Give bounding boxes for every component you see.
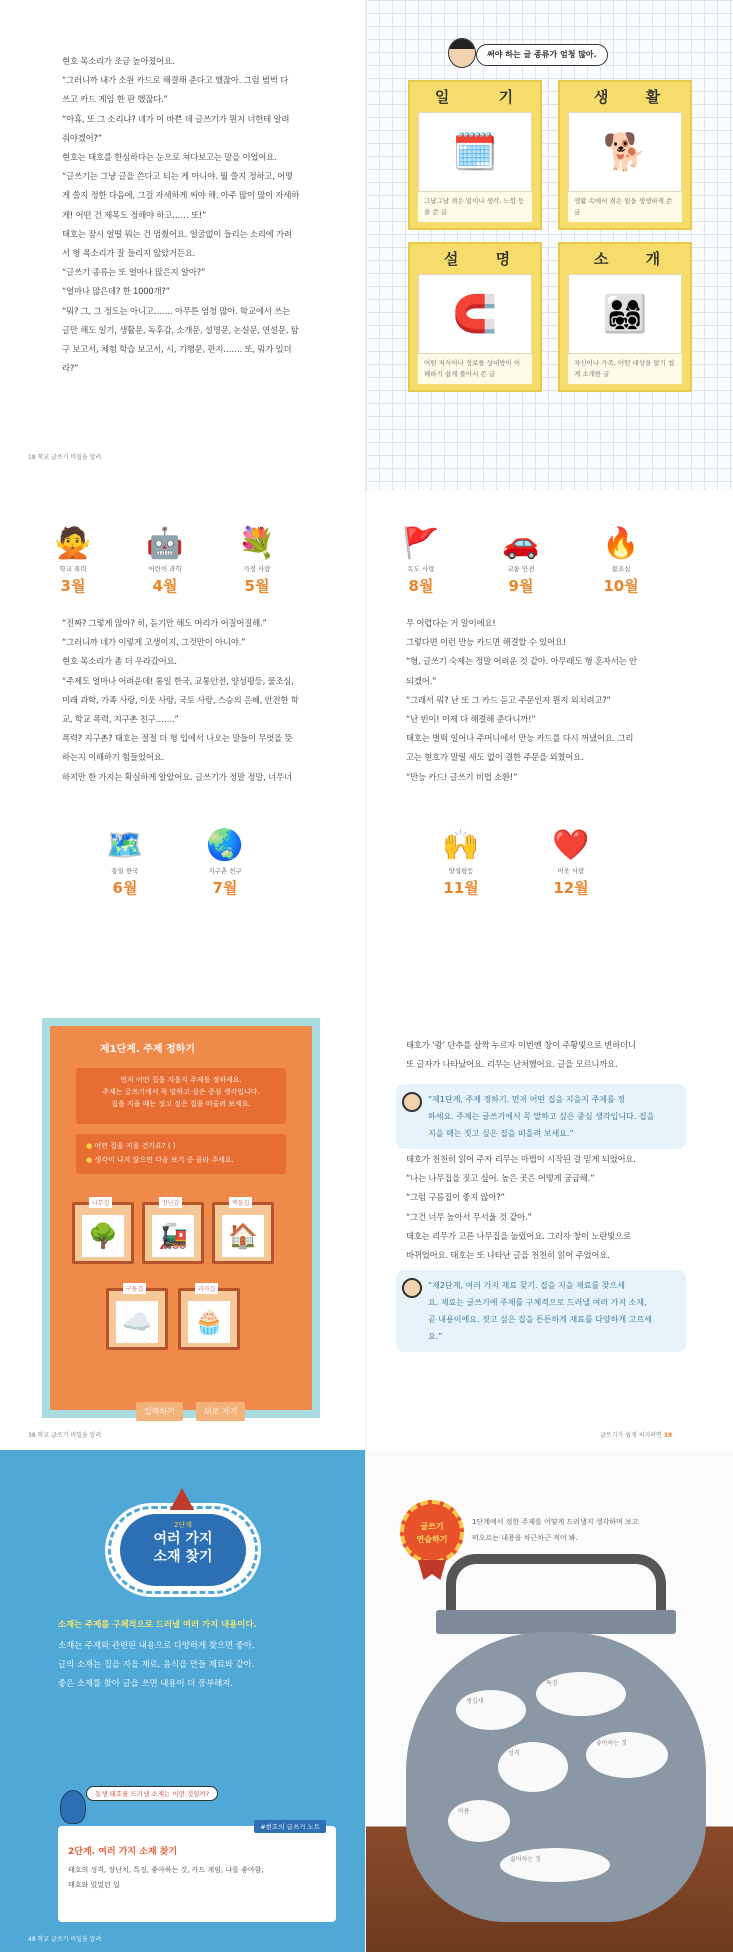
spread-3	[0, 980, 733, 1450]
house-icon: 🧁	[188, 1301, 230, 1343]
ribbon-badge	[400, 1500, 464, 1564]
instruction-line: 떠오르는 내용을 차근차근 적어 봐.	[472, 1534, 578, 1542]
story-line: “그러니까 네가 이렇게 고생이지, 그것만이 아니야.”	[62, 637, 246, 648]
folio-label: 글쓰기가 쉽게 써지려면	[600, 1432, 662, 1439]
instruction-line: 1단계에서 정한 주제를 어떻게 드러낼지 생각하며 보고	[472, 1518, 639, 1526]
story-text	[52, 614, 337, 787]
card-desc: 자신이나 가족, 어떤 대상을 알기 쉽게 소개한 글	[568, 354, 682, 384]
speech-callout-step1	[396, 1084, 686, 1149]
card-desc: 그날그날 겪은 일이나 생각, 느낌 등을 쓴 글	[418, 192, 532, 222]
dog-illustration-icon: 🐕	[568, 112, 682, 192]
page-18	[0, 0, 366, 490]
house-label: 구름집	[123, 1283, 146, 1294]
jar-lid	[436, 1610, 676, 1634]
story-line: 폭력? 지구촌? 태호는 절절 더 형 입에서 나오는 말들이 무엇을 뜻	[62, 733, 293, 744]
diary-illustration-icon: 🗓️	[418, 112, 532, 192]
story-line: “형, 글쓰기 숙제는 정말 어려운 것 같아. 아무래도 형 혼자서는 안	[406, 656, 637, 667]
ribbon-text-2: 연습하기	[416, 1535, 448, 1544]
theme-illustration-icon: 🙌	[442, 828, 480, 863]
month-theme-2	[180, 826, 270, 898]
story-line: 태호는 리무가 고른 나무집을 눌렀어요. 그러자 창이 노란빛으로	[406, 1230, 631, 1241]
badge-step: 2단계	[174, 1521, 192, 1529]
month-theme-2	[476, 524, 566, 596]
callout-line: 곧 내용이에요. 짓고 싶은 집을 튼튼하게 재료를 다양하게 고르세	[428, 1315, 652, 1324]
body-text	[58, 1636, 255, 1693]
house-option[interactable]	[178, 1288, 240, 1350]
theme-caption: 지구촌 친구	[208, 867, 242, 875]
game-panel	[50, 1026, 312, 1416]
boy-face-icon	[402, 1278, 422, 1298]
idea-bubble[interactable]	[586, 1732, 668, 1778]
story-text	[396, 1036, 696, 1074]
house-option[interactable]	[212, 1202, 274, 1264]
theme-illustration-icon: 💐	[238, 526, 276, 561]
page-folio: 48 학교 글쓰기 비밀을 알려	[28, 1936, 102, 1943]
story-line: 라?”	[62, 363, 79, 374]
story-line: 구 보고서, 체험 학습 보고서, 시, 기행문, 편지……. 또, 뭐가 있더	[62, 344, 292, 355]
wizard-hat-icon	[170, 1488, 194, 1510]
genre-card-diary	[408, 80, 542, 230]
theme-month: 11월	[443, 879, 479, 897]
note-bubble	[86, 1786, 218, 1801]
badge-title-line1: 여러 가지	[153, 1531, 213, 1547]
story-line: “뭐? 그, 그 정도는 아니고……. 아무튼 엄청 많아. 학교에서 쓰는	[62, 305, 290, 316]
writing-note	[58, 1823, 336, 1922]
story-text	[396, 1150, 696, 1265]
callout-line: 요.”	[428, 1332, 443, 1341]
house-label: 과자집	[195, 1283, 218, 1294]
badge-title-line2: 소재 찾기	[153, 1549, 213, 1565]
story-line: 현호 목소리가 좀 더 우라갔어요.	[62, 656, 177, 667]
theme-caption: 양성평등	[448, 867, 474, 875]
theme-caption: 교통 안전	[507, 565, 535, 573]
month-theme-1	[80, 826, 170, 898]
page-right	[366, 490, 733, 980]
story-line: 줘야겠어?”	[62, 132, 102, 143]
story-line: “만능 카드! 글쓰기 비법 소환!”	[406, 771, 518, 782]
theme-month: 9월	[508, 577, 534, 595]
page-19	[366, 0, 733, 490]
callout-line: 지을 때는 짓고 싶은 집을 떠올려 보세요.”	[428, 1129, 574, 1138]
house-label: 장난감	[159, 1197, 182, 1208]
game-question-box	[76, 1134, 286, 1174]
bubble-label: 특징	[546, 1680, 558, 1687]
theme-illustration-icon: ❤️	[552, 828, 590, 863]
card-desc: 어떤 지식이나 정보를 상대방이 이해하기 쉽게 풀어서 쓴 글	[418, 354, 532, 384]
page-left	[0, 490, 366, 980]
body-line: 글의 소재는 집을 지을 재료, 음식을 만들 재료와 같아.	[58, 1659, 255, 1669]
house-option[interactable]	[106, 1288, 168, 1350]
bubble-label: 이름	[458, 1808, 470, 1815]
card-title: 일 기	[434, 88, 536, 106]
story-line: 바뀌었어요. 태호는 또 나타난 글을 천천히 읽어 주었어요.	[406, 1250, 610, 1261]
input-button[interactable]: 입력하기	[136, 1402, 183, 1421]
game-title: 제1단계. 주제 정하기	[100, 1044, 195, 1055]
ribbon-text-1: 글쓰기	[420, 1522, 444, 1531]
callout-line: 하세요. 주제는 글쓰기에서 꼭 말하고 싶은 중심 생각입니다. 집을	[428, 1112, 655, 1121]
theme-caption: 불조심	[611, 565, 631, 573]
lead-text: 소재는 주제를 구체적으로 드러낼 여러 가지 내용이다.	[58, 1619, 257, 1629]
game-intro-box	[76, 1068, 286, 1124]
idea-bubble[interactable]	[498, 1742, 568, 1792]
story-line: “그래서 뭐? 난 또 그 카드 듣고 주문인지 뭔지 외치려고?”	[406, 694, 611, 705]
story-line: 무 어렵다는 거 말이에요!	[406, 618, 496, 628]
theme-illustration-icon: 🤖	[146, 526, 184, 561]
speech-callout-step2	[396, 1270, 686, 1352]
theme-illustration-icon: 🗺️	[106, 828, 144, 863]
story-line: 하지만 한 가지는 확실하게 알았어요. 글쓰기가 정말 정말, 너무너	[62, 771, 292, 782]
idea-bubble[interactable]	[456, 1690, 526, 1730]
theme-illustration-icon: 🚗	[502, 526, 540, 561]
page-48	[0, 1450, 366, 1952]
theme-month: 4월	[152, 577, 178, 595]
page-folio	[600, 1430, 672, 1439]
story-line: “주제도 얼마나 어려운데! 통일 한국, 교통안전, 양성평등, 물조심,	[62, 675, 294, 686]
bubble-label: 성격	[508, 1750, 520, 1757]
card-desc: 생활 속에서 겪은 일을 생생하게 쓴 글	[568, 192, 682, 222]
note-tag: #현호의 글쓰기 노트	[254, 1820, 326, 1833]
theme-illustration-icon: 🌏	[206, 828, 244, 863]
story-line: 태호는 벌떡 일어나 주머니에서 만능 카드를 다시 꺼냈어요. 그리	[406, 733, 634, 744]
story-text	[52, 52, 337, 378]
month-theme-2	[120, 524, 210, 596]
house-option[interactable]	[142, 1202, 204, 1264]
theme-caption: 가정 사랑	[243, 565, 271, 573]
theme-month: 8월	[408, 577, 434, 595]
story-line: 게! 어떤 건 제목도 정해야 하고…… 또!”	[62, 209, 207, 220]
game-intro-line: 먼저 어떤 집을 지을지 주제를 정하세요.	[120, 1076, 242, 1084]
page-folio: 18 학교 글쓰기 비밀을 알려	[28, 454, 102, 461]
story-line: 태호가 ‘쾅’ 단추를 살짝 누르자 이번엔 창이 주황빛으로 변하더니	[406, 1040, 636, 1050]
game-intro-line: 주제는 글쓰기에서 꼭 말하고 싶은 중심 생각입니다.	[102, 1088, 260, 1096]
theme-caption: 학교 폭력	[59, 565, 87, 573]
back-button[interactable]: 뒤로 가기	[196, 1402, 245, 1421]
story-line: 서 형 목소리가 잘 들리지 않았거든요.	[62, 248, 196, 259]
genre-card-explain	[408, 242, 542, 392]
story-line: “글쓰기 종류는 또 얼마나 많은지 알아?”	[62, 267, 206, 278]
story-line: 고는 현호가 말릴 새도 없이 결한 주문을 외쳤어요.	[406, 752, 584, 763]
idea-bubble[interactable]	[536, 1672, 626, 1716]
callout-line: “제2단계, 여러 가지 재료 찾기. 집을 지을 재료를 찾으세	[428, 1281, 625, 1290]
genre-card-intro	[558, 242, 692, 392]
theme-month: 3월	[60, 577, 86, 595]
story-line: “난 빈이! 이제 다 해결해 준다니까!”	[406, 714, 536, 725]
bubble-label: 싫어하는 것	[510, 1856, 541, 1863]
story-line: “아휴, 또 그 소리냐? 네가 이 바쁜 데 글쓰기가 뭔지 너한테 알려	[62, 113, 290, 124]
question-text: 어떤 집을 지을 건가요? ( )	[94, 1142, 176, 1150]
month-theme-1	[416, 826, 506, 898]
game-intro-line: 집을 지을 때는 짓고 싶은 집을 떠올려 보세요.	[111, 1100, 251, 1108]
card-title: 소 개	[593, 250, 677, 268]
story-line: 하는지 이해하기 힘들었어요.	[62, 752, 165, 763]
story-line: 글만 해도 일기, 생활문, 독후감, 소개문, 설명문, 논설문, 연설문, 탐	[62, 324, 299, 335]
banner-text: 써야 하는 글 종류가 엄청 많아.	[487, 50, 597, 59]
bubble-label: 좋아하는 것	[596, 1740, 627, 1747]
theme-illustration-icon: 🚩	[402, 526, 440, 561]
note-bubble-text: 동생 태호를 드러낼 소재는 어떤 것일까?	[95, 1790, 210, 1798]
story-line: 미래 과학, 가족 사랑, 이웃 사랑, 국토 사랑, 스승의 은혜, 안전한 학	[62, 694, 299, 705]
month-theme-1	[376, 524, 466, 596]
bullet-icon: ●	[86, 1156, 93, 1164]
story-line: “나는 나무집을 짓고 싶어. 높은 곳은 어떻게 궁금해.”	[406, 1173, 595, 1184]
spread-2	[0, 490, 733, 980]
story-line: 또 글자가 나타났어요. 리무는 난처했어요. 글을 모르니까요.	[406, 1059, 618, 1070]
month-theme-2	[526, 826, 616, 898]
theme-illustration-icon: 🔥	[602, 526, 640, 561]
theme-caption: 어린이 과학	[148, 565, 182, 573]
story-line: 게 쓸지 정한 다음에, 그걸 자세하게 써야 해. 아주 많이 많이 자세하	[62, 190, 300, 201]
story-line: 되겠어.”	[406, 675, 437, 686]
theme-caption: 통일 한국	[111, 867, 139, 875]
house-label: 벽돌집	[229, 1197, 252, 1208]
note-lines	[68, 1863, 326, 1893]
game-frame	[42, 1018, 320, 1418]
story-line: 교, 학교 폭력, 지구촌 친구…….”	[62, 714, 179, 725]
body-line: 소재는 주제와 관련된 내용으로 다양하게 찾으면 좋아.	[58, 1640, 255, 1650]
story-line: “그럼 구름집이 좋지 않아?”	[406, 1192, 505, 1203]
month-theme-1	[28, 524, 118, 596]
house-icon: ☁️	[116, 1301, 158, 1343]
house-icon: 🌳	[82, 1215, 124, 1257]
mascot-icon	[60, 1790, 86, 1824]
story-line: “진짜? 그렇게 많아? 히, 듣기만 해도 머리가 어질어질해.”	[62, 618, 267, 628]
house-icon: 🚂	[152, 1215, 194, 1257]
note-title: 2단계. 여러 가지 소재 찾기	[68, 1847, 178, 1857]
callout-line: 요. 재료는 글쓰기에 주제를 구체적으로 드러낼 여러 가지 소재,	[428, 1298, 647, 1307]
theme-caption: 이웃 사랑	[557, 867, 585, 875]
hint-text: 생각이 나지 않으면 다음 보기 중 골라 주세요.	[94, 1156, 234, 1164]
theme-month: 5월	[244, 577, 270, 595]
story-line: 쓰고 카드 게임 한 판 했잖다.”	[62, 94, 168, 105]
theme-month: 6월	[112, 879, 138, 897]
house-option[interactable]	[72, 1202, 134, 1264]
idea-bubble[interactable]	[448, 1800, 510, 1842]
month-theme-3	[212, 524, 302, 596]
idea-bubble[interactable]	[500, 1848, 610, 1882]
ribbon-tail	[418, 1560, 446, 1580]
boy-face-icon	[448, 38, 476, 68]
story-line: 현호 목소리가 조금 높아졌어요.	[62, 56, 175, 66]
story-line: 태호가 천천히 읽어 주자 리무는 마법이 시작된 걸 믿게 되었어요.	[406, 1154, 636, 1164]
house-label: 나무집	[89, 1197, 112, 1208]
card-title: 설 명	[443, 250, 527, 268]
card-title: 생 활	[593, 88, 677, 106]
folio-number: 39	[663, 1432, 673, 1439]
spread-4	[0, 1450, 733, 1952]
page-38	[0, 980, 366, 1450]
theme-month: 10월	[603, 577, 639, 595]
theme-caption: 독도 사랑	[407, 565, 435, 573]
page-49	[366, 1450, 733, 1952]
story-text	[396, 614, 696, 787]
story-line: “그건 너무 높아서 무서울 것 같아.”	[406, 1211, 532, 1222]
speech-banner	[476, 44, 608, 66]
note-line: 태호의 성격, 장난치, 특징, 좋아하는 것, 카드 게임, 나를 좋아함,	[68, 1866, 264, 1874]
theme-illustration-icon: 🙅	[54, 526, 92, 561]
bullet-icon: ●	[86, 1142, 93, 1150]
story-line: 태호는 잠시 얼떨 뭐는 건 멈췄어요. 얼굴없이 들리는 소리에 가려	[62, 228, 292, 239]
bubble-label: 생김새	[466, 1698, 484, 1705]
instruction-text	[472, 1514, 639, 1546]
month-theme-3	[576, 524, 666, 596]
family-illustration-icon: 👨‍👩‍👧‍👦	[568, 274, 682, 354]
step-badge-inner	[120, 1514, 246, 1586]
theme-month: 7월	[212, 879, 238, 897]
note-line: 태호와 있었던 일	[68, 1881, 120, 1889]
theme-month: 12월	[553, 879, 589, 897]
story-line: 그렇다면 이런 만능 카드면 해결할 수 있어요!	[406, 637, 566, 648]
story-line: “그러니까 내가 소원 카드로 해결해 준다고 했잖아. 그럼 범벅 다	[62, 75, 289, 86]
story-line: 현호는 태호를 한심하다는 눈으로 쳐다보고는 말을 이었어요.	[62, 152, 277, 163]
story-line: “글쓰기는 그냥 글을 쓴다고 되는 게 아니야. 뭘 쓸지 정하고, 어떻	[62, 171, 293, 182]
story-line: “얼마나 많은데? 한 1000개?”	[62, 286, 170, 297]
house-icon: 🏠	[222, 1215, 264, 1257]
body-line: 좋은 소재를 찾아 글을 쓰면 내용이 더 풍부해져.	[58, 1678, 234, 1688]
boy-face-icon	[402, 1092, 422, 1112]
magnet-illustration-icon: 🧲	[418, 274, 532, 354]
page-folio: 38 학교 글쓰기 비밀을 알려	[28, 1432, 102, 1439]
spread-1	[0, 0, 733, 490]
genre-card-life	[558, 80, 692, 230]
callout-line: “제1단계, 주제 정하기. 먼저 어떤 집을 지을지 주제를 정	[428, 1095, 625, 1104]
